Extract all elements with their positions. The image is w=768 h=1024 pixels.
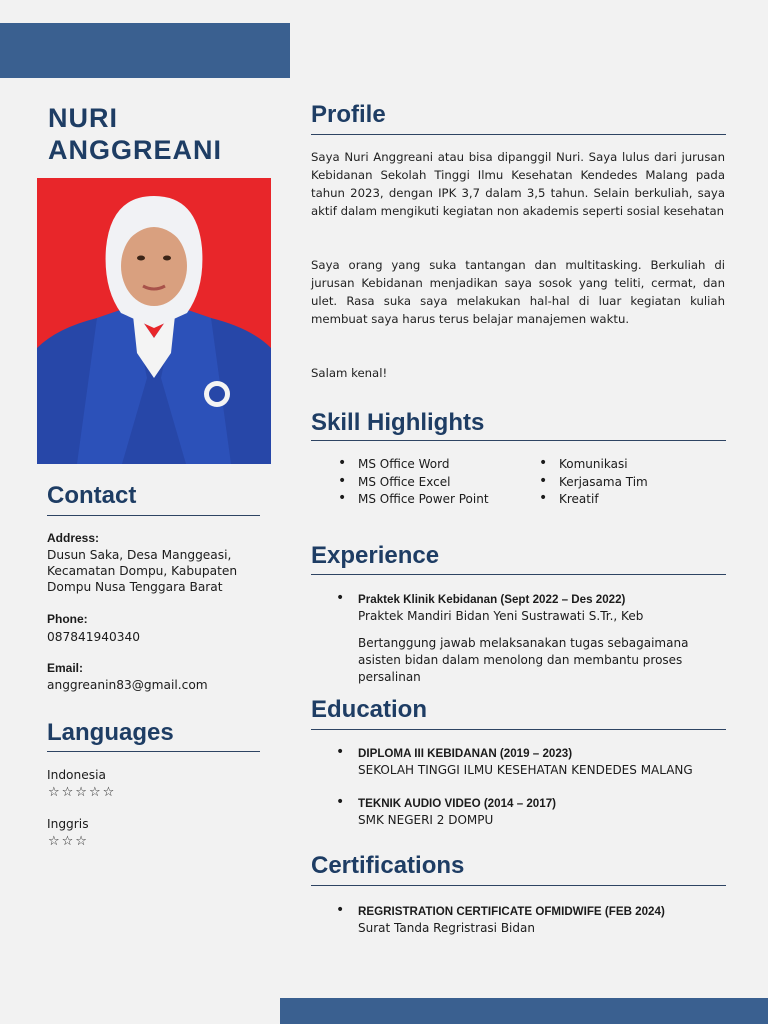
profile-divider [311, 134, 726, 135]
profile-photo [37, 178, 271, 464]
skill-item: • MS Office Word [338, 456, 489, 474]
profile-heading: Profile [311, 101, 386, 128]
languages-divider [47, 751, 260, 752]
address-line-1: Dusun Saka, Desa Manggeasi, [47, 548, 232, 562]
language-rating-inggris: ☆☆☆ [48, 834, 89, 849]
education-school: SEKOLAH TINGGI ILMU KESEHATAN KENDEDES MALANG [358, 763, 693, 777]
skills-list-1 [338, 456, 489, 509]
resume-name [48, 102, 278, 166]
language-rating-indonesia: ☆☆☆☆☆ [48, 785, 117, 800]
language-name-indonesia: Indonesia [47, 768, 106, 782]
experience-entry [336, 591, 736, 686]
education-school: SMK NEGERI 2 DOMPU [358, 813, 494, 827]
bottom-accent-bar [280, 998, 768, 1024]
bullet-icon: • [336, 794, 345, 810]
certification-title: REGRISTRATION CERTIFICATE OFMIDWIFE (FEB 2024) [358, 905, 665, 918]
experience-divider [311, 574, 726, 575]
certifications-heading: Certifications [311, 852, 465, 879]
language-name-inggris: Inggris [47, 817, 89, 831]
certifications-divider [311, 885, 726, 886]
contact-heading: Contact [47, 482, 137, 509]
first-name: NURI [48, 103, 118, 133]
email-value: anggreanin83@gmail.com [47, 678, 208, 692]
skill-item: • MS Office Power Point [338, 491, 489, 509]
experience-heading: Experience [311, 542, 440, 569]
certification-entry [336, 903, 736, 937]
skill-item: • Kreatif [539, 491, 648, 509]
education-title: DIPLOMA III KEBIDANAN (2019 – 2023) [358, 747, 573, 760]
phone-value: 087841940340 [47, 630, 141, 644]
address-label: Address: [47, 531, 100, 545]
experience-description: Bertanggung jawab melaksanakan tugas sebagaimana asisten bidan dalam menolong dan membantu proses persalinan [358, 636, 689, 684]
education-heading: Education [311, 696, 428, 723]
last-name: ANGGREANI [48, 135, 223, 165]
bullet-icon: • [336, 902, 345, 918]
skills-divider [311, 440, 726, 441]
email-label: Email: [47, 661, 84, 675]
phone-label: Phone: [47, 612, 88, 626]
education-title: TEKNIK AUDIO VIDEO (2014 – 2017) [358, 797, 557, 810]
profile-paragraph-1: Saya Nuri Anggreani atau bisa dipanggil Nuri. Saya lulus dari jurusan Kebidanan Sekolah Tinggi Ilmu Kesehatan Kendedes Malang pada tahun 2023, dengan IPK 3,7 dalam 3,5 tahun. Selain berkuliah, saya aktif dalam mengikuti kegiatan non akademis seperti sosial kesehatan [311, 150, 725, 218]
skill-item: • Kerjasama Tim [539, 474, 648, 492]
education-entry [336, 795, 736, 829]
experience-title: Praktek Klinik Kebidanan (Sept 2022 – Des 2022) [358, 593, 626, 606]
skills-heading: Skill Highlights [311, 409, 485, 436]
skills-list-2 [539, 456, 648, 509]
profile-closing: Salam kenal! [311, 366, 388, 380]
bullet-icon: • [336, 590, 345, 606]
top-accent-bar [0, 23, 290, 78]
bullet-icon: • [336, 744, 345, 760]
skill-item: • MS Office Excel [338, 474, 489, 492]
certification-subtitle: Surat Tanda Regristrasi Bidan [358, 921, 535, 935]
skill-item: • Komunikasi [539, 456, 648, 474]
experience-place: Praktek Mandiri Bidan Yeni Sustrawati S.Tr., Keb [358, 609, 644, 623]
address-line-3: Dompu Nusa Tenggara Barat [47, 580, 223, 594]
address-line-2: Kecamatan Dompu, Kabupaten [47, 564, 238, 578]
profile-paragraph-2: Saya orang yang suka tantangan dan multitasking. Berkuliah di jurusan Kebidanan menjadikan saya sosok yang teliti, cermat, dan ulet. Rasa suka saya melakukan hal-hal di luar kegiatan kuliah membuat saya harus terus belajar manajemen waktu. [311, 258, 725, 326]
education-divider [311, 729, 726, 730]
education-entry [336, 745, 736, 779]
languages-heading: Languages [47, 719, 174, 746]
contact-divider [47, 515, 260, 516]
